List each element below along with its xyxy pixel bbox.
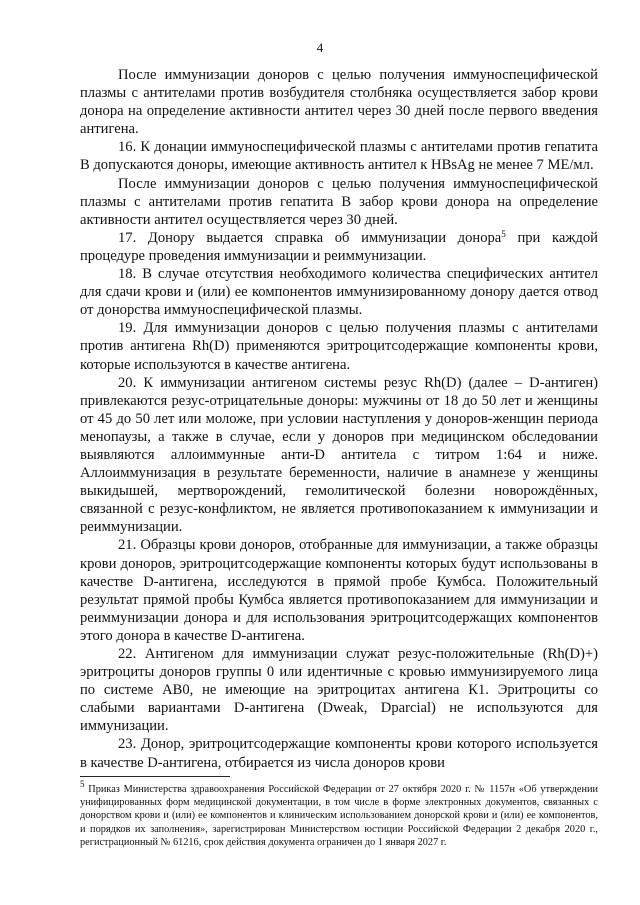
paragraph-19: 19. Для иммунизации доноров с целью получения плазмы с антителами против антигена Rh(D) применяются эритроцитсодержащие компоненты крови, которые используются в качестве антигена. xyxy=(80,320,598,373)
paragraph-17 xyxy=(80,229,598,265)
paragraph-17-text: 17. Донору выдается справка об иммунизации донора xyxy=(118,229,502,246)
footnote xyxy=(80,779,598,849)
paragraph-20: 20. К иммунизации антигеном системы резус Rh(D) (далее – D-антиген) привлекаются резус-отрицательные доноры: мужчины от 18 до 50 лет и женщины от 45 до 50 лет или моложе, при условии наступления у доноров-женщин периода менопаузы, а также в случае, если у доноров при медицинском обследовании выявляются аллоиммунные анти-D антитела с титром 1:64 и ниже. Аллоиммунизация в результате беременности, наличие в анамнезе у женщины выкидышей, мертворождений, гемолитической болезни новорождённых, связанной с резус-конфликтом, не является противопоказанием к иммунизации и реиммунизации. xyxy=(80,374,598,536)
page-number: 4 xyxy=(316,40,324,55)
paragraph: После иммунизации доноров с целью получения иммуноспецифической плазмы с антителами против гепатита В забор крови донора на определение активности антител осуществляется через 30 дней. xyxy=(80,175,598,228)
footnote-marker: 5 xyxy=(80,779,85,789)
document-body xyxy=(80,66,598,772)
paragraph: После иммунизации доноров с целью получения иммуноспецифической плазмы с антителами против возбудителя столбняка осуществляется забор крови донора на определение активности антител через 30 дней после первого введения антигена. xyxy=(80,67,598,138)
footnote-reference: 5 xyxy=(501,228,506,239)
paragraph-22: 22. Антигеном для иммунизации служат резус-положительные (Rh(D)+) эритроциты доноров группы 0 или идентичные с кровью иммунизируемого лица по системе АВ0, не имеющие на эритроцитах антигена К1. Эритроциты со слабыми вариантами D-антигена (Dweak, Dparcial) не используются для иммунизации. xyxy=(80,646,598,735)
paragraph-17-text-end: при каждой процедуре проведения иммунизации и реиммунизации. xyxy=(80,229,598,264)
paragraph-18: 18. В случае отсутствия необходимого количества специфических антител для сдачи крови и (или) ее компонентов иммунизированному донору дается отвод от донорства иммуноспецифической плазмы. xyxy=(80,266,598,319)
paragraph-21: 21. Образцы крови доноров, отобранные для иммунизации, а также образцы крови доноров, эритроцитсодержащие компоненты которых будут использованы в качестве D-антигена, исследуются в прямой пробе Кумбса. Положительный результат прямой пробы Кумбса является противопоказанием для иммунизации и реиммунизации донора и для использования эритроцитсодержащих компонентов этого донора в качестве D-антигена. xyxy=(80,537,598,644)
paragraph-23: 23. Донор, эритроцитсодержащие компоненты крови которого используется в качестве D-антигена, отбирается из числа доноров крови xyxy=(80,736,598,771)
footnote-text xyxy=(80,779,598,849)
footnote-divider xyxy=(80,776,230,777)
footnote-body: Приказ Министерства здравоохранения Российской Федерации от 27 октября 2020 г. № 1157н «Об утверждении унифицированных форм медицинской документации, в том числе в форме электронных документов, связанных с донорством крови и (или) ее компонентов и клиническим использованием донорской крови и (или) ее компонентов, и порядков их заполнения», зарегистрирован Министерством юстиции Российской Федерации 2 декабря 2020 г., регистрационный № 61216, срок действия документа ограничен до 1 января 2027 г. xyxy=(80,784,598,848)
paragraph-16: 16. К донации иммуноспецифической плазмы с антителами против гепатита В допускаются доноры, имеющие активность антител к HBsAg не менее 7 МЕ/мл. xyxy=(80,139,598,174)
